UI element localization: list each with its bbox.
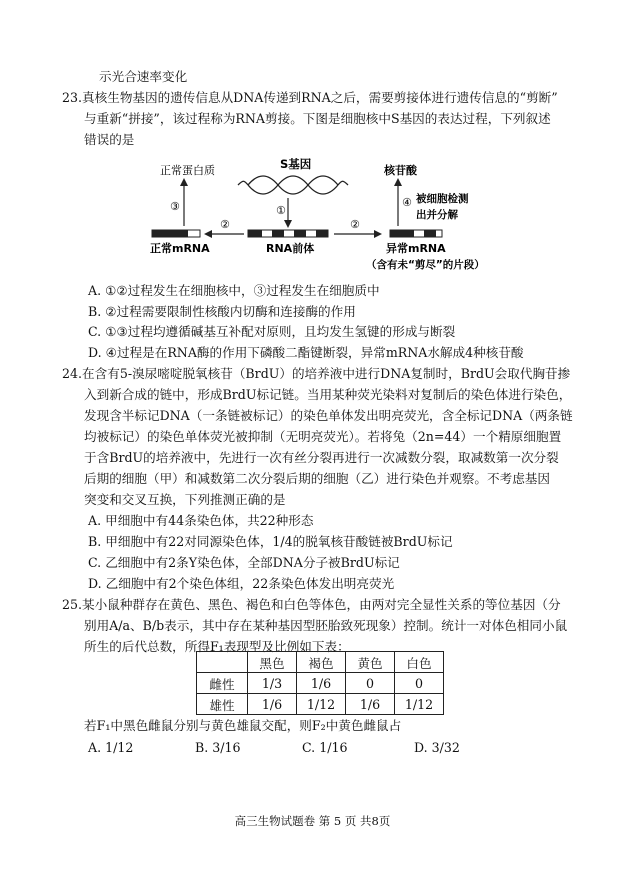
q25-line-3: 所生的后代总数，所得F₁表现型及比例如下表：: [84, 639, 350, 654]
q24-option-c[interactable]: C. 乙细胞中有2条Y染色体，全部DNA分子被BrdU标记: [88, 555, 400, 570]
q25-option-c[interactable]: C. 1/16: [302, 740, 348, 755]
q25-option-b[interactable]: B. 3/16: [195, 740, 241, 755]
q25-line-1: [62, 595, 561, 615]
table-header-cell: 褐色: [297, 652, 346, 673]
abnormal-mrna-label: 异常mRNA: [386, 242, 446, 255]
q24-line-5: 于含BrdU的培养液中，先进行一次有丝分裂再进行一次减数分裂，取减数第一次分裂: [84, 450, 559, 465]
table-cell: 1/6: [346, 694, 395, 715]
table-header-cell: 黑色: [248, 652, 297, 673]
q23-text-1: 真核生物基因的遗传信息从DNA传递到RNA之后，需要剪接体进行遗传信息的“剪断”: [82, 90, 558, 105]
q24-option-b[interactable]: B. 甲细胞中有22对同源染色体，1/4的脱氧核苷酸链被BrdU标记: [88, 534, 453, 549]
q24-option-d[interactable]: D. 乙细胞中有2个染色体组，22条染色体发出明亮荧光: [88, 576, 395, 591]
table-header-cell: 白色: [395, 652, 444, 673]
step-4-label: ④: [402, 196, 412, 209]
table-cell: 雌性: [197, 673, 248, 694]
q23-option-b[interactable]: B. ②过程需要限制性核酸内切酶和连接酶的作用: [88, 304, 356, 319]
q23-option-a[interactable]: A. ①②过程发生在细胞核中，③过程发生在细胞质中: [88, 283, 380, 298]
step-2-right-label: ②: [350, 218, 360, 231]
table-header-row: [197, 652, 444, 673]
q25-text-1: 某小鼠种群存在黄色、黑色、褐色和白色等体色，由两对完全显性关系的等位基因（分: [82, 597, 561, 612]
normal-protein-label: 正常蛋白质: [160, 164, 215, 177]
table-cell: 1/6: [297, 673, 346, 694]
q24-line-3: 发现含半标记DNA（一条链被标记）的染色单体发出明亮荧光，含全标记DNA（两条链: [84, 408, 573, 423]
table-cell: 1/12: [395, 694, 444, 715]
q25-option-a[interactable]: A. 1/12: [88, 740, 134, 755]
q24-line-7: 突变和交叉互换，下列推测正确的是: [84, 492, 286, 507]
q25-line-2: 别用A/a、B/b表示，其中存在某种基因型胚胎致死现象）控制。统计一对体色相同小鼠: [84, 618, 568, 633]
q24-number: 24.: [62, 366, 83, 381]
q24-option-a[interactable]: A. 甲细胞中有44条染色体，共22种形态: [88, 513, 314, 528]
table-cell: 1/3: [248, 673, 297, 694]
q24-line-4: 均被标记）的染色单体荧光被抑制（无明亮荧光）。若将兔（2n=44）一个精原细胞置: [84, 429, 562, 444]
nucleotide-label: 核苷酸: [384, 164, 417, 177]
phenotype-ratio-table: [196, 651, 444, 715]
q24-line-2: 入到新合成的链中，形成BrdU标记链。当用某种荧光染料对复制后的染色体进行染色，: [84, 387, 572, 402]
page-footer: 高三生物试题卷 第 5 页 共8页: [234, 814, 391, 828]
q23-line-3: 错误的是: [84, 132, 135, 147]
q24-line-6: 后期的细胞（甲）和减数第二次分裂后期的细胞（乙）进行染色并观察。不考虑基因: [84, 471, 550, 486]
table-header-cell: 黄色: [346, 652, 395, 673]
table-cell: 雄性: [197, 694, 248, 715]
s-gene-expression-diagram: [140, 150, 520, 275]
q23-line-1: [62, 88, 558, 108]
q25-number: 25.: [62, 597, 83, 612]
detect-note-line-1: 被细胞检测: [416, 193, 469, 205]
table-cell: 0: [346, 673, 395, 694]
uncut-fragment-note: （含有未“剪尽”的片段）: [366, 259, 485, 271]
carry-over-line: 示光合速率变化: [99, 69, 188, 84]
q23-option-c[interactable]: C. ①③过程均遵循碱基互补配对原则，且均发生氢键的形成与断裂: [88, 324, 456, 339]
table-row: [197, 673, 444, 694]
q23-option-d[interactable]: D. ④过程是在RNA酶的作用下磷酸二酯键断裂，异常mRNA水解成4种核苷酸: [88, 345, 524, 360]
table-cell: 1/6: [248, 694, 297, 715]
s-gene-label: S基因: [280, 157, 312, 171]
normal-mrna-bar: [152, 230, 200, 237]
q25-question-line: 若F₁中黑色雌鼠分别与黄色雄鼠交配，则F₂中黄色雌鼠占: [84, 718, 402, 733]
table-row: [197, 694, 444, 715]
normal-mrna-label: 正常mRNA: [150, 242, 210, 255]
step-1-label: ①: [276, 204, 286, 217]
step-2-left-label: ②: [220, 218, 230, 231]
q23-number: 23.: [62, 90, 83, 105]
dna-helix-icon: [238, 176, 348, 194]
abnormal-mrna-bar: [390, 230, 442, 237]
table-header-cell: [197, 652, 248, 673]
step-3-label: ③: [170, 200, 180, 213]
q23-line-2: 与重新“拼接”，该过程称为RNA剪接。下图是细胞核中S基因的表达过程，下列叙述: [84, 111, 551, 126]
rna-precursor-label: RNA前体: [266, 242, 315, 255]
table-cell: 1/12: [297, 694, 346, 715]
table-cell: 0: [395, 673, 444, 694]
q25-option-d[interactable]: D. 3/32: [414, 740, 460, 755]
detect-note-line-2: 出并分解: [416, 209, 458, 221]
rna-precursor-bar: [248, 230, 328, 237]
q24-line-1: [62, 364, 570, 384]
q24-text-1: 在含有5-溴尿嘧啶脱氧核苷（BrdU）的培养液中进行DNA复制时，BrdU会取代胸苷掺: [82, 366, 571, 381]
